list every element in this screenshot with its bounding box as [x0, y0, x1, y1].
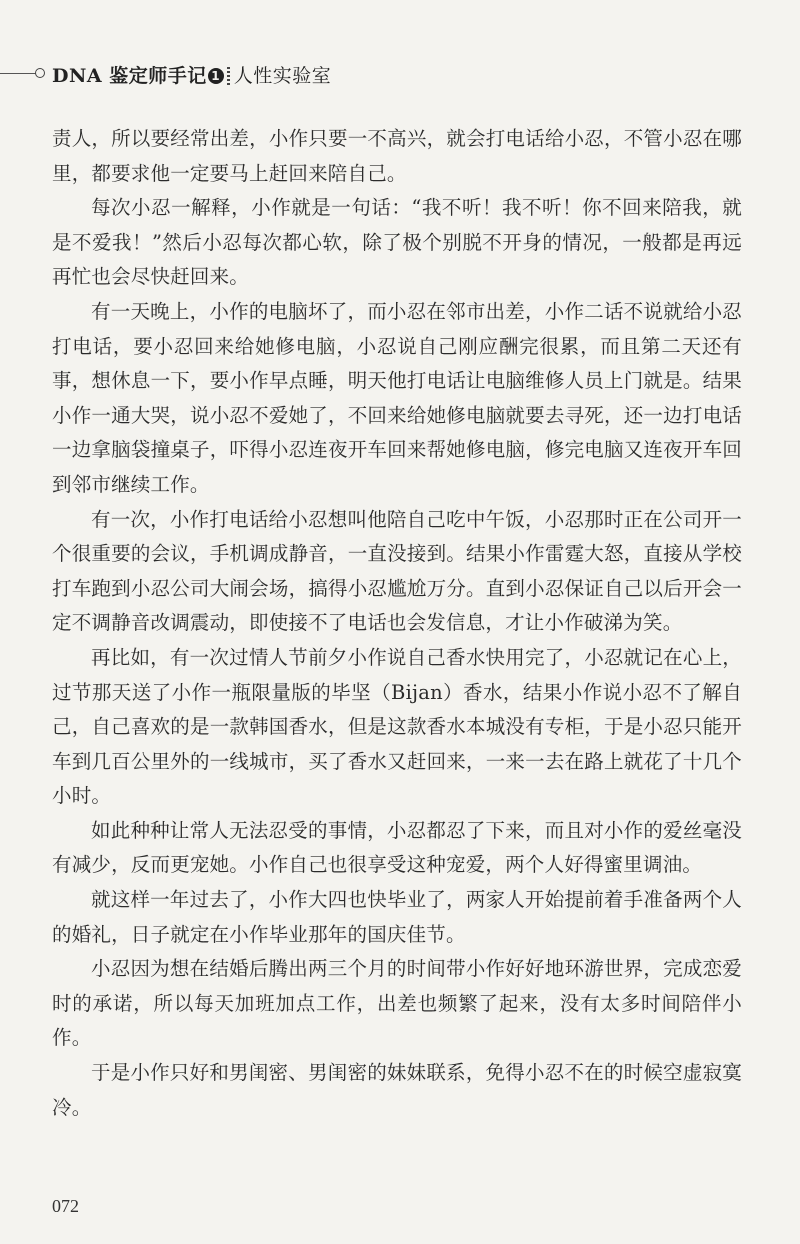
header-title	[52, 61, 331, 88]
volume-number-badge: 1	[208, 68, 224, 84]
paragraph-4: 有一次，小作打电话给小忍想叫他陪自己吃中午饭，小忍那时正在公司开一个很重要的会议，手机调成静音，一直没接到。结果小作雷霆大怒，直接从学校打车跑到小忍公司大闹会场，搞得小忍尴尬万分。直到小忍保证自己以后开会一定不调静音改调震动，即使接不了电话也会发信息，才让小作破涕为笑。	[52, 507, 742, 635]
paragraph-8: 小忍因为想在结婚后腾出两三个月的时间带小作好好地环游世界，完成恋爱时的承诺，所以每天加班加点工作，出差也频繁了起来，没有太多时间陪伴小作。	[52, 957, 742, 1050]
header-rule-line	[0, 73, 36, 74]
running-header	[0, 60, 800, 90]
paragraph-6: 如此种种让常人无法忍受的事情，小忍都忍了下来，而且对小作的爱丝毫没有减少，反而更宠她。小作自己也很享受这种宠爱，两个人好得蜜里调油。	[52, 818, 742, 877]
paragraph-3: 有一天晚上，小作的电脑坏了，而小忍在邻市出差，小作二话不说就给小忍打电话，要小忍回来给她修电脑，小忍说自己刚应酬完很累，而且第二天还有事，想休息一下，要小作早点睡，明天他打电话让电脑维修人员上门就是。结果小作一通大哭，说小忍不爱她了，不回来给她修电脑就要去寻死，还一边打电话一边拿脑袋撞桌子，吓得小忍连夜开车回来帮她修电脑，修完电脑又连夜开车回到邻市继续工作。	[52, 299, 742, 496]
paragraph-9: 于是小作只好和男闺密、男闺密的妹妹联系，免得小忍不在的时候空虚寂寞冷。	[52, 1061, 742, 1119]
paragraph-2: 每次小忍一解释，小作就是一句话：“我不听！我不听！你不回来陪我，就是不爱我！”然后小忍每次都心软，除了极个别脱不开身的情况，一般都是再远再忙也会尽快赶回来。	[52, 196, 742, 289]
body-text	[52, 122, 742, 1125]
chapter-title: 人性实验室	[233, 65, 332, 87]
header-separator-icon	[227, 67, 230, 85]
paragraph-5: 再比如，有一次过情人节前夕小作说自己香水快用完了，小忍就记在心上，过节那天送了小作一瓶限量版的毕坚（Bijan）香水，结果小作说小忍不了解自己，自己喜欢的是一款韩国香水，但是这款香水本城没有专柜，于是小忍只能开车到几百公里外的一线城市，买了香水又赶回来，一来一去在路上就花了十几个小时。	[52, 645, 742, 808]
paragraph-7: 就这样一年过去了，小作大四也快毕业了，两家人开始提前着手准备两个人的婚礼，日子就定在小作毕业那年的国庆佳节。	[52, 888, 742, 946]
page-number: 072	[52, 1196, 79, 1216]
header-circle-ornament	[35, 68, 45, 78]
book-title: DNA 鉴定师手记	[52, 65, 207, 87]
paragraph-1: 责人，所以要经常出差，小作只要一不高兴，就会打电话给小忍，不管小忍在哪里，都要求他一定要马上赶回来陪自己。	[52, 127, 742, 185]
